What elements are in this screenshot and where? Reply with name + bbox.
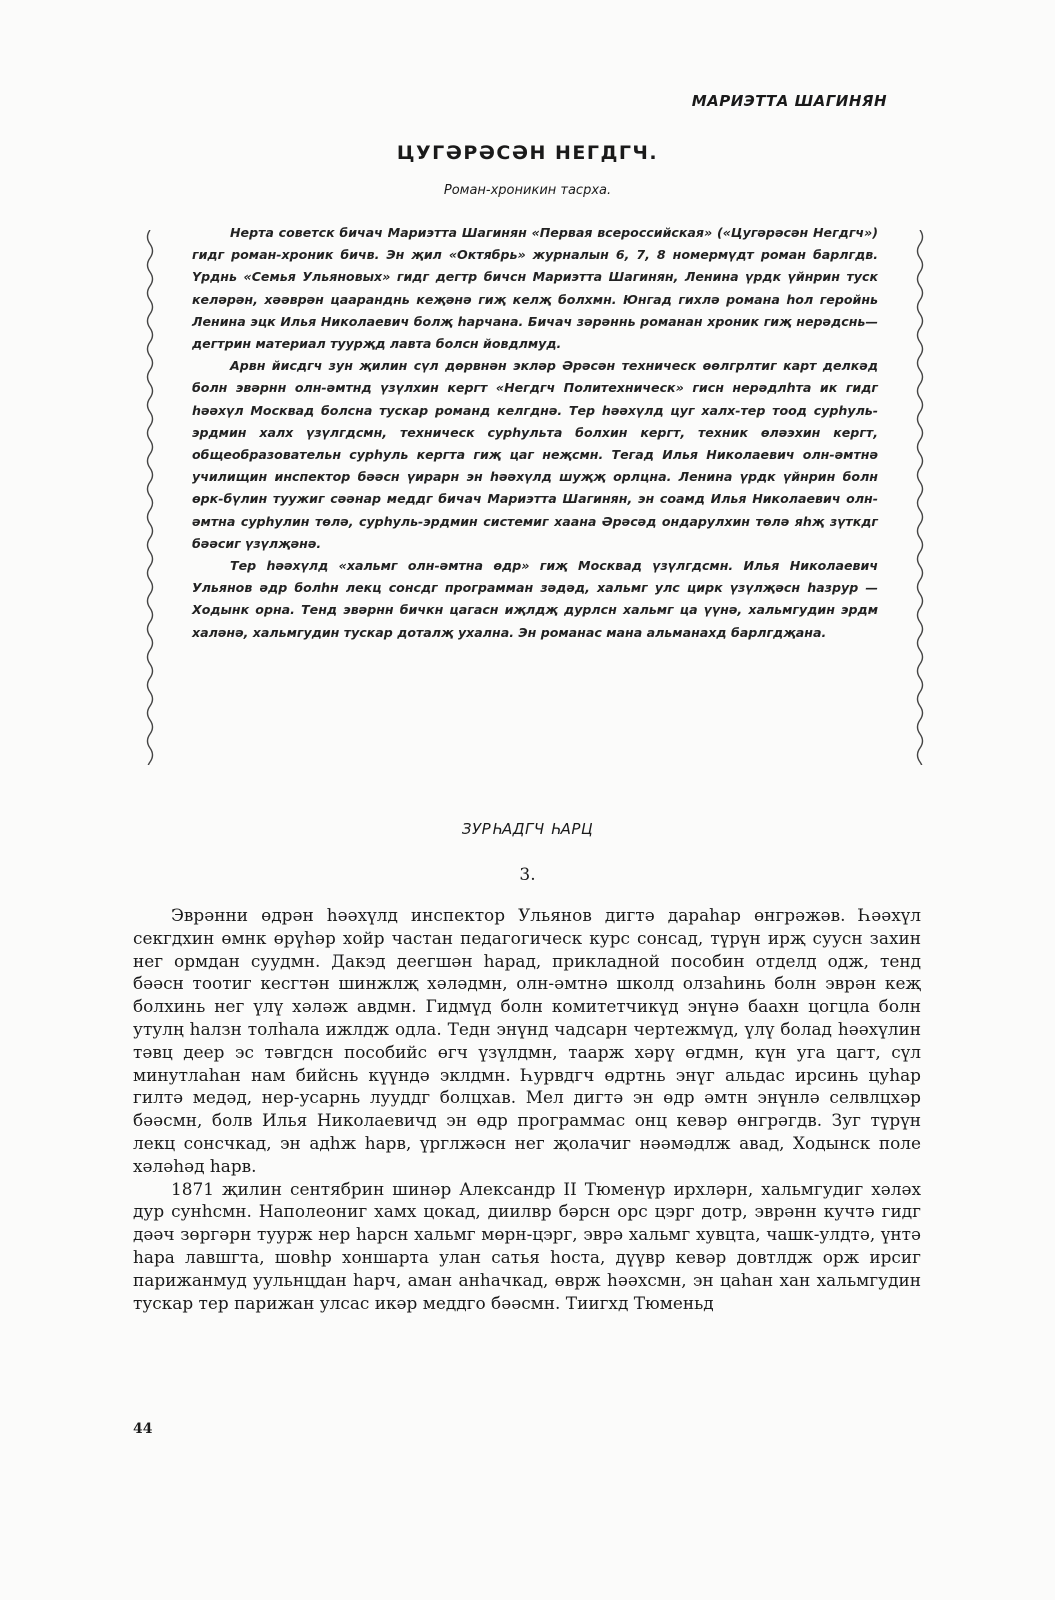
page-number: 44 (133, 1421, 153, 1437)
section-number: 3. (519, 865, 536, 885)
right-wavy-border (912, 230, 928, 765)
body-text (133, 904, 921, 1314)
intro-text (192, 222, 878, 644)
author-name: МАРИЭТТА ШАГИНЯН (691, 92, 887, 110)
left-wavy-border (142, 230, 158, 765)
section-title: ЗУРҺАДГЧ ҺАРЦ (461, 820, 594, 838)
article-subtitle: Роман-хроникин тасрха. (443, 183, 612, 198)
intro-paragraph: Тер һәәхүлд «хальмг олн-әмтна өдр» гиҗ Москвад үзүлгдсмн. Илья Николаевич Ульянов әдр болһн лекц сонсдг программан зәдәд, хальмг улс цирк үзүлҗәсн һазрур — Ходынк орна. Тенд эвәрнн бичкн цагасн иҗлдҗ дурлсн хальмг ца үүнә, хальмгудин эрдм халәнә, хальмгудин тускар доталҗ ухална. Эн романас мана альманахд барлгдҗана. (192, 558, 878, 640)
intro-paragraph: Нерта советск бичач Мариэтта Шагинян «Первая всероссийская» («Цугәрәсән Негдгч») гидг роман-хроник бичв. Эн җил «Октябрь» журналын 6, 7, 8 номермүдт роман барлгдв. Үрднь «Семья Ульяновых» гидг дегтр бичсн Мариэтта Шагинян, Ленина үрдк үйнрин туск келәрән, хәәврән цааранднь кеҗәнә гиҗ келҗ болхмн. Юнгад гихлә романа һол геройнь Ленина эцк Илья Николаевич болҗ һарчана. Бичач зәрәннь романан хроник гиҗ нерәдснь—дегтрин материал туурҗд лавта болсн йовдлмуд. (192, 225, 878, 352)
body-paragraph: Эврәнни өдрән һәәхүлд инспектор Ульянов дигтә дараһар өнгрәжәв. Һәәхүл секгдхин өмнк өрүһәр хойр частан педагогическ курс сонсад, түрүн ирҗ суусн захин нег ормдан суудмн. Дакэд деегшән һарад, прикладной пособин отделд одж, тенд бәәсн тоотиг кесгтән шинжлҗ хәләдмн, олн-әмтнә школд олзаһинь болн эврән кеҗ болхинь нег үлү хәләж авдмн. Гидмүд болн комитетчикүд энүнә баахн цогцла болн утулң һалзн толһала ижлдж одла. Тедн энүнд чадсарн чертежмүд, үлү болад һәәхүлин тәвц деер эс тәвгдсн пособийс өгч үзүлдмн, таарж хәрү өгдмн, күн уга цагт, сүл минутлаһан нам бийснь күүндә эклдмн. Һурвдгч өдртнь энүг альдас ирсинь цуһар гилтә медәд, нер-усарнь лууддг болцхав. Мел дигтә эн өдр әмтн энүнлә селвлцхәр бәәсмн, болв Илья Николаевичд эн өдр программас онц кевәр өнгрәгдв. Зуг түрүн лекц сонсчкад, эн адһж һарв, үрглжәсн нег җолачиг нәәмәдлж авад, Ходынск поле хәләһәд һарв. (133, 905, 921, 1176)
intro-paragraph: Арвн йисдгч зун җилин сүл дөрвнән экләр Әрәсән техническ өөлгрлтиг карт делкәд болн эвәрнн олн-әмтнд үзүлхин кергт «Негдгч Политехническ» гисн нерәдлһта ик гидг һәәхүл Москвад болсна тускар романд келгднә. Тер һәәхүлд цуг халх-тер тоод сурһуль-эрдмин халх үзүлгдсмн, техническ сурһульта болхин кергт, техник өләэхин кергт, общеобразовательн сурһуль кергта гиҗ цаг неҗсмн. Тегад Илья Николаевич олн-әмтнә училищин инспектор бәәсн үирарн эн һәәхүлд шуҗҗ орлцна. Ленина үрдк үйнрин болн өрк-бүлин туужиг сәәнар меддг бичач Мариэтта Шагинян, эн соамд Илья Николаевич олн-әмтна сурһулин төлә, сурһуль-эрдмин системиг хаана Әрәсәд ондарулхин төлә яһҗ зүткдг бәәсиг үзүлҗәнә. (192, 358, 878, 551)
body-paragraph: 1871 җилин сентябрин шинәр Александр II Тюменүр ирхләрн, хальмгудиг хәләх дур сунһсмн. Наполеониг хамх цокад, диилвр бәрсн орс цэрг дотр, эврәнн кучтә гидг дәәч зөргәрн туурж нер һарсн хальмг мөрн-цэрг, эврә хальмг хувцта, чашк-улдтә, үнтә һара лавшгта, шовһр хоншарта улан сатья һоста, дүүвр кевәр довтлдж орж ирсиг парижанмуд уульнцдан һарч, аман анһачкад, өврж һәәхсмн, эн цаһан хан хальмгудин тускар тер парижан улсас икәр меддго бәәсмн. Тиигхд Тюменьд (133, 1178, 921, 1313)
article-title: ЦУГӘРӘСӘН НЕГДГЧ. (396, 142, 659, 164)
intro-frame (140, 222, 930, 767)
